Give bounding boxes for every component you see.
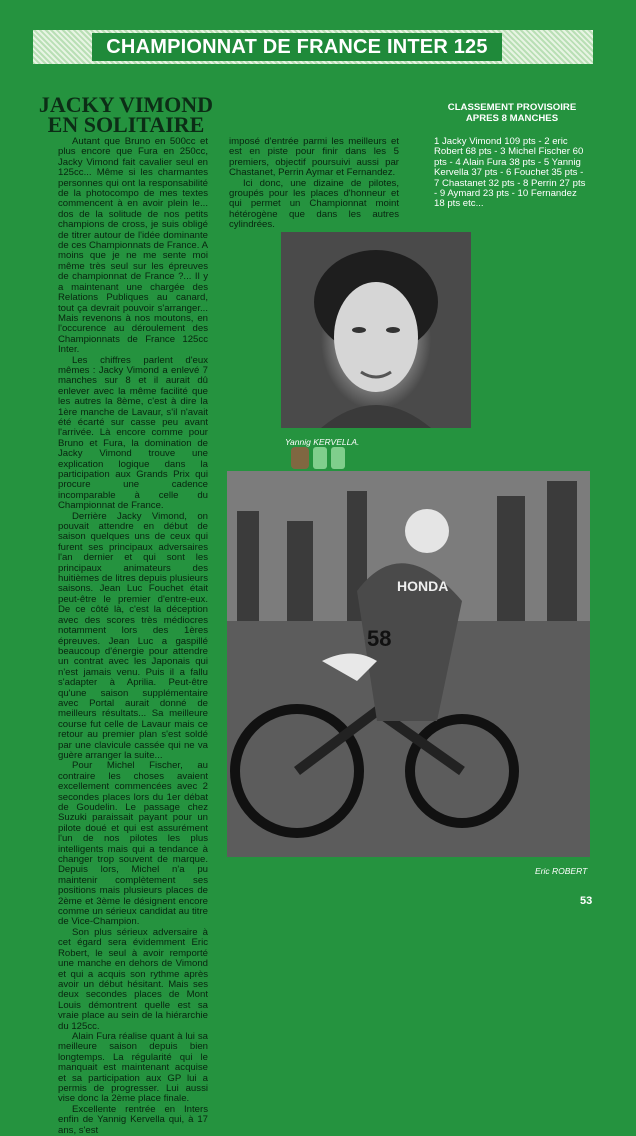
paragraph: Excellente rentrée en Inters enfin de Yannig Kervella qui, à 17 ans, s'est <box>58 1103 208 1136</box>
classement-title <box>434 102 590 124</box>
bike-number: 58 <box>367 626 392 651</box>
paragraph: Alain Fura réalise quant à lui sa meilleure saison depuis bien longtemps. La régularité qui le manquait est maintenant acquise et sa participation aux GP lui a permis de progresser. Lui aussi vise donc la 2ème place finale. <box>58 1030 208 1105</box>
article-column-1 <box>58 137 208 1136</box>
portrait-illustration <box>281 232 471 428</box>
jersey-text: HONDA <box>397 578 449 594</box>
paragraph: Autant que Bruno en 500cc et plus encore que Fura en 250cc, Jacky Vimond fait cavalier seul en 125cc... Même si les charmantes personnes qui ont la responsabilité de la photocompo de mes textes commencent à en avoir plein le... dos de la solitude de nos petits champions de cross, je suis obligé de titrer autour de l'idée dominante de ces Championnats de France. A moins que je ne me sente moi même très seul sur les épreuves de championnat de France ?... Il y a maintenant une chargée des Relations Publiques au canard, tout ça devrait pouvoir s'arranger... Mais revenons à nos moutons, en l'occurence au déroulement des Championnats de France 125cc Inter. <box>58 136 208 356</box>
watermark-logo <box>291 445 347 471</box>
action-caption: Eric ROBERT <box>535 866 588 876</box>
classement-text: 1 Jacky Vimond 109 pts - 2 eric Robert 68 pts - 3 Michel Fischer 60 pts - 4 Alain Fura 38 pts - 5 Yannig Kervella 37 pts - 6 Fouchet 35 pts - 7 Chastanet 32 pts - 8 Perrin 27 pts - 9 Aymard 23 pts - 10 Fernandez 18 pts etc... <box>434 136 586 210</box>
classement-title-line2: APRES 8 MANCHES <box>465 113 559 124</box>
action-photo <box>227 471 590 857</box>
article-title <box>36 92 216 137</box>
paragraph: Pour Michel Fischer, au contraire les choses avaient excellement commencées avec 2 secondes places lors du 1er débat de Goudelin. Le passage chez Suzuki paraissait payant pour un pilote doué et qui est assurément l'un de nos pilotes les plus intelligents mais qui a tendance à changer trop souvent de marque. Depuis lors, Michel n'a pu maintenir complètement ses positions mais plusieurs places de 2ème et 3ème le désignent encore comme un sérieux candidat au titre de Vice-Champion. <box>58 760 208 928</box>
article-column-2 <box>229 137 399 231</box>
page-header-title: CHAMPIONNAT DE FRANCE INTER 125 <box>92 33 502 61</box>
paragraph: Ici donc, une dizaine de pilotes, groupés pour les places d'honneur et qui permet un Championnat moint hétérogène que dans les autres cylindrées. <box>229 177 399 231</box>
portrait-caption: Yannig KERVELLA. <box>285 437 360 447</box>
paragraph: Son plus sérieux adversaire à cet égard sera évidemment Eric Robert, le seul à avoir remporté une manche en dehors de Vimond et qui a acquis son rythme après avoir un début hésitant. Mais ses deux secondes places de Mont Louis démontrent quelle est sa vraie place au sein de la hiérarchie du 125cc. <box>58 926 208 1032</box>
portrait-photo <box>281 232 471 428</box>
classement-title-line1: CLASSEMENT PROVISOIRE <box>447 102 577 113</box>
article-title-line2: EN SOLITAIRE <box>47 112 205 137</box>
paragraph: imposé d'entrée parmi les meilleurs et est en piste pour finir dans les 5 premiers, objectif poursuivi aussi par Chastanet, Perrin Aymar et Fernandez. <box>229 136 399 179</box>
article-title-line1: JACKY VIMOND <box>38 92 214 117</box>
paragraph: Derrière Jacky Vimond, on pouvait attendre en début de saison quelques uns de ceux qui furent ses principaux adversaires l'an dernier et qui sont les principaux animateurs des huitièmes de litres depuis plusieurs saisons. Jean Luc Fouchet était peut-être le premier d'entre-eux. De ce côté là, c'est la déception avec des scores très médiocres notamment lors des 1ères épreuves. Jean Luc a gaspillé beaucoup d'énergie pour attendre un contrat avec les Japonais qui n'est jamais venu. Puis il a fallu s'adapter à Aprilia. Peut-être qu'une saison supplémentaire avec Portal aurait donné de meilleurs résultats... Sa meilleure course fut celle de Lavaur mais ce retour au premier plan s'est soldé par une clavicule cassée qui ne va guère arranger la suite... <box>58 510 208 761</box>
motocross-illustration <box>227 471 590 857</box>
paragraph: Les chiffres parlent d'eux mêmes : Jacky Vimond a enlevé 7 manches sur 8 et il aurait dû enlever avec la même facilité que les autres la 8ème, c'est à dire la 1ère manche de Lavaur, s'il n'avait été écarté sur casse peu avant l'arrivée. Là encore comme pour Bruno et Fura, la domination de Jacky Vimond trouve une explication logique dans la participation aux Grands Prix qui procure une cadence incomparable à celle du Championnat de France. <box>58 354 208 512</box>
page-number: 53 <box>580 895 593 907</box>
